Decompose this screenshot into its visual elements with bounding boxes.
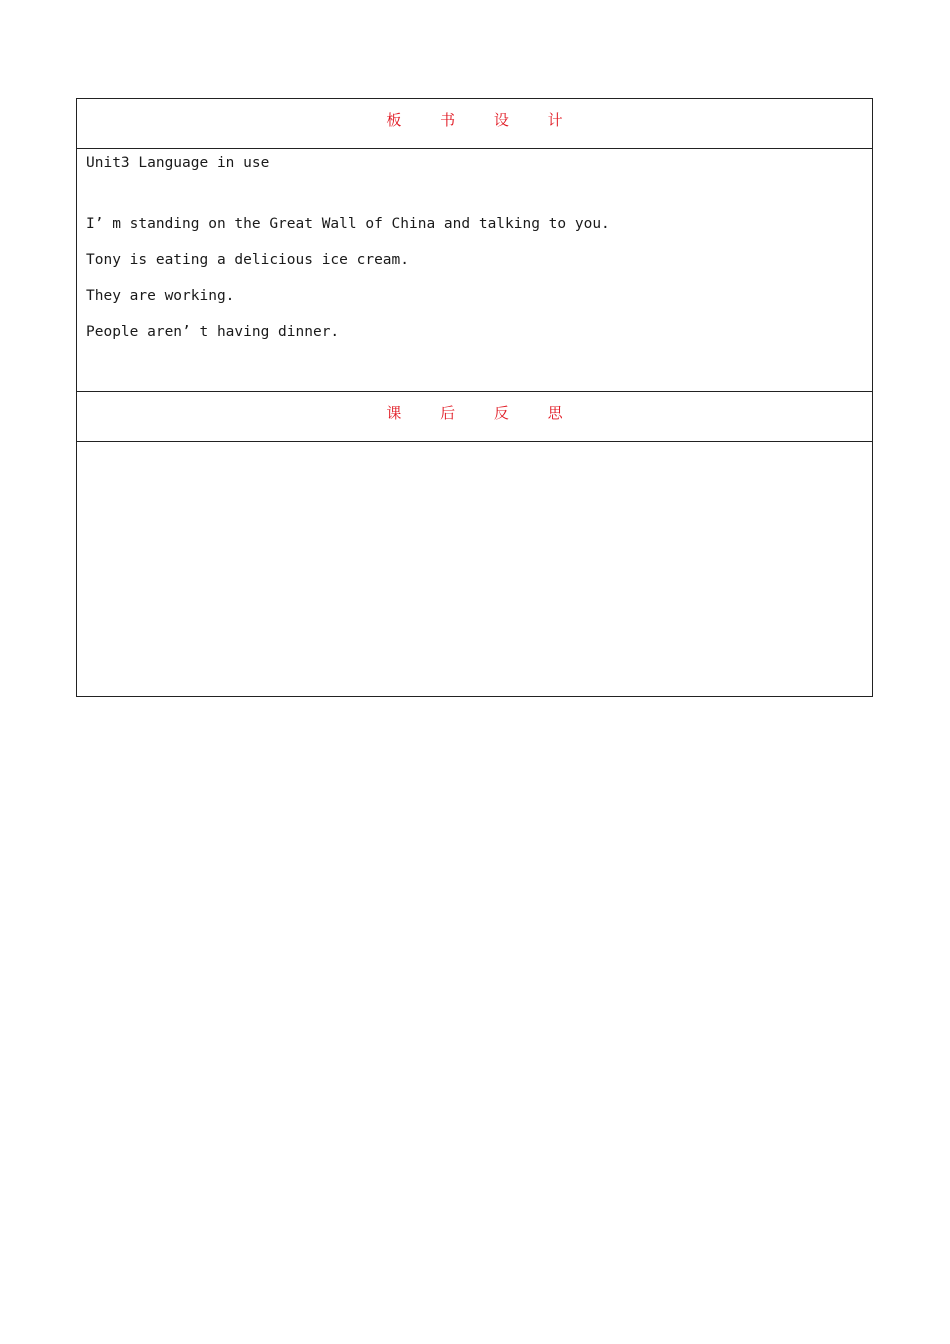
sentence-line: I’ m standing on the Great Wall of China and talking to you. [86,216,610,232]
sentence-line: They are working. [86,288,235,304]
lesson-table [76,98,873,697]
reflection-header-row [77,392,872,442]
board-design-content [77,149,872,392]
board-design-heading: 板 书 设 计 [386,111,580,129]
sentence-line: Tony is eating a delicious ice cream. [86,252,410,268]
reflection-content [77,442,872,696]
reflection-heading: 课 后 反 思 [386,404,580,422]
sentence-line: People aren’ t having dinner. [86,324,340,340]
board-design-header-row [77,99,872,149]
unit-title: Unit3 Language in use [86,155,270,171]
